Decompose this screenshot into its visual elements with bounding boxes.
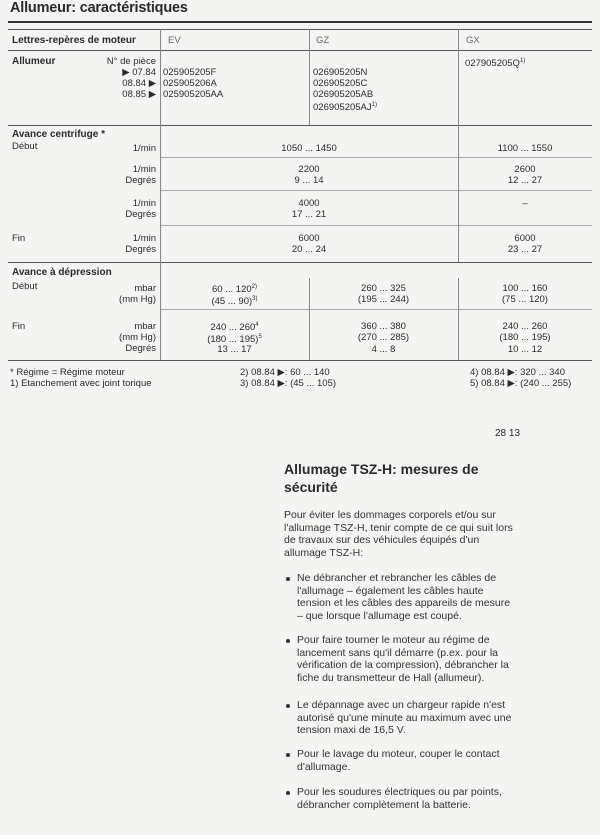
c-r2-gx-deg: 12 ... 27 <box>507 175 543 186</box>
c-rule-3 <box>160 225 592 226</box>
header-bottom-rule <box>8 50 592 51</box>
date-2: 08.85 ▶ <box>122 89 156 100</box>
vline-depression-c <box>458 278 459 360</box>
footnote-3: 3) 08.84 ▶: (45 ... 105) <box>240 378 337 389</box>
c-r2-evgz-deg: 9 ... 14 <box>294 175 324 186</box>
c-r4-evgz-rpm: 6000 <box>298 233 320 244</box>
bullet-line: vérification de la compression), débrancher la <box>297 659 509 671</box>
section-heading-line1: Allumage TSZ-H: mesures de <box>284 461 479 477</box>
bullet-dot <box>286 639 290 643</box>
depression-label: Avance à dépression <box>12 267 112 278</box>
f-gx-1: 240 ... 260 <box>502 321 548 332</box>
bullet-item <box>297 699 511 737</box>
bullet-line: Pour faire tourner le moteur au régime de <box>297 634 490 646</box>
c-r4-evgz-deg: 20 ... 24 <box>291 244 327 255</box>
gx-part: $027905205Q^{1)}$ <box>465 58 526 70</box>
d-gx-1: 100 ... 160 <box>502 283 548 294</box>
bullet-dot <box>286 577 290 581</box>
bullet-dot <box>286 704 290 708</box>
f-gz-2: (270 ... 285) <box>357 332 410 343</box>
piece-label: N° de pièce <box>106 56 156 67</box>
bullet-item <box>297 634 509 684</box>
footnote-1: 1) Etanchement avec joint torique <box>10 378 152 389</box>
c-r4-gx-rpm: 6000 <box>514 233 536 244</box>
gz-part-0: 026905205N <box>313 67 368 78</box>
vline-gx <box>458 29 459 125</box>
ev-part-2: 025905205AA <box>163 89 224 100</box>
centrifuge-bottom-rule <box>8 262 592 263</box>
c-r3-gx: – <box>522 198 528 209</box>
intro-line: allumage TSZ-H: <box>284 546 364 559</box>
intro-line: Pour éviter les dommages corporels et/ou sur <box>284 509 496 521</box>
c-r3-unit-deg: Degrés <box>125 209 156 220</box>
c-r4-unit-deg: Degrés <box>125 244 156 255</box>
vline-depression-b <box>309 278 310 360</box>
ev-part-0: 025905205F <box>163 67 217 78</box>
d-r2-unit-mmhg: (mm Hg) <box>119 332 156 343</box>
table-top-rule <box>8 29 592 30</box>
bullet-line: – que lorsque l'allumage est coupé. <box>297 609 462 622</box>
d-r1-unit-mmhg: (mm Hg) <box>119 294 156 305</box>
c-r1-evgz: 1050 ... 1450 <box>281 143 337 154</box>
col-gz: GZ <box>316 35 330 46</box>
date-0: ▶ 07.84 <box>122 67 156 78</box>
table-bottom-rule <box>8 360 592 361</box>
bullet-line: Le dépannage avec un chargeur rapide n'est <box>297 699 506 711</box>
f-gz-1: 360 ... 380 <box>361 321 406 332</box>
d-r1-unit-mbar: mbar <box>134 283 156 294</box>
intro-line: l'allumage TSZ-H, tenir compte de ce qui suit lors <box>284 521 513 534</box>
bullet-dot <box>286 791 290 795</box>
d-ev-2: (45 ... 90)$^{3)}$ <box>211 296 258 308</box>
c-r2-evgz-rpm: 2200 <box>298 164 320 175</box>
vline-centrifuge-a <box>160 125 161 262</box>
bullet-dot <box>286 753 290 757</box>
bullet-item <box>297 572 510 622</box>
d-rule-1 <box>160 309 592 310</box>
bullet-line: autorisé qu'une minute au maximum avec une <box>297 711 512 724</box>
f-gx-2: (180 ... 195) <box>499 332 551 343</box>
vline-centrifuge-b <box>458 125 459 262</box>
f-ev-2: (180 ... 195)$^5$ <box>207 334 262 346</box>
depression-debut: Début <box>12 281 38 292</box>
bullet-item <box>297 748 500 773</box>
c-r4-unit-rpm: 1/min <box>132 233 156 244</box>
ev-part-1: 025905206A <box>163 78 217 89</box>
allumeur-bottom-rule <box>8 125 592 126</box>
d-gz-1: 260 ... 325 <box>361 283 406 294</box>
footnote-5: 5) 08.84 ▶: (240 ... 255) <box>470 378 572 389</box>
c-r1-unit: 1/min <box>132 143 156 154</box>
page-title: Allumeur: caractéristiques <box>10 0 188 16</box>
d-gz-2: (195 ... 244) <box>357 294 410 305</box>
f-ev-1: 240 ... $260^4$ <box>210 322 259 334</box>
bullet-item <box>297 786 502 811</box>
bullet-line: Ne débrancher et rebrancher les câbles de <box>297 572 497 584</box>
bullet-line: d'allumage. <box>297 760 351 773</box>
bullet-line: lancement sans qu'il démarre (p.ex. pour la <box>297 646 499 659</box>
bullet-line: tension et les câbles des appareils de mesure <box>297 597 511 609</box>
vline-gz <box>309 29 310 125</box>
vline-depression-a <box>160 262 161 360</box>
centrifuge-debut: Début <box>12 141 38 152</box>
gz-part-3: 026905205AJ$^{1)}$ <box>313 102 377 114</box>
f-gx-3: 10 ... 12 <box>507 344 543 355</box>
section-intro <box>284 509 513 559</box>
d-r2-unit-deg: Degrés <box>125 343 156 354</box>
allumeur-label: Allumeur <box>12 56 56 67</box>
header-label: Lettres-repères de moteur <box>12 35 136 46</box>
date-1: 08.84 ▶ <box>122 78 156 89</box>
centrifuge-fin: Fin <box>12 233 26 244</box>
f-gz-3: 4 ... 8 <box>371 344 396 355</box>
c-rule-1 <box>160 157 592 158</box>
section-heading-line2: sécurité <box>284 479 338 495</box>
c-r2-unit-deg: Degrés <box>125 175 156 186</box>
c-r1-gx: 1100 ... 1550 <box>497 143 553 154</box>
c-r2-unit-rpm: 1/min <box>132 164 156 175</box>
d-ev-1: 60 ... 120$^{2)}$ <box>212 284 257 296</box>
title-rule <box>8 21 592 23</box>
bullet-line: débrancher complètement la batterie. <box>297 798 471 811</box>
f-ev-3: 13 ... 17 <box>217 344 252 355</box>
page-reference: 28 13 <box>495 428 521 439</box>
col-gx: GX <box>466 35 480 46</box>
depression-fin: Fin <box>12 321 26 332</box>
footnote-star: * Régime = Régime moteur <box>10 367 125 378</box>
d-r2-unit-mbar: mbar <box>134 321 156 332</box>
c-r3-evgz-deg: 17 ... 21 <box>291 209 327 220</box>
bullet-line: Pour le lavage du moteur, couper le contact <box>297 748 500 760</box>
c-r4-gx-deg: 23 ... 27 <box>507 244 543 255</box>
vline-ev <box>160 29 161 125</box>
c-r3-unit-rpm: 1/min <box>132 198 156 209</box>
footnote-2: 2) 08.84 ▶: 60 ... 140 <box>240 367 330 378</box>
col-ev: EV <box>168 35 181 46</box>
bullet-line: tension maxi de 16,5 V. <box>297 724 406 736</box>
bullet-line: l'allumage – également les câbles haute <box>297 584 484 597</box>
d-gx-2: (75 ... 120) <box>502 294 548 305</box>
bullet-line: fiche du transmetteur de Hall (allumeur). <box>297 671 485 684</box>
bullet-line: Pour les soudures électriques ou par points, <box>297 786 502 798</box>
c-r3-evgz-rpm: 4000 <box>298 198 320 209</box>
footnote-4: 4) 08.84 ▶: 320 ... 340 <box>470 367 565 378</box>
intro-line: de travaux sur des véhicules équipés d'un <box>284 534 480 546</box>
centrifuge-label: Avance centrifuge * <box>12 129 105 140</box>
c-r2-gx-rpm: 2600 <box>514 164 536 175</box>
c-rule-2 <box>160 190 592 191</box>
gz-part-2: 026905205AB <box>313 89 374 100</box>
gz-part-1: 026905205C <box>313 78 368 89</box>
